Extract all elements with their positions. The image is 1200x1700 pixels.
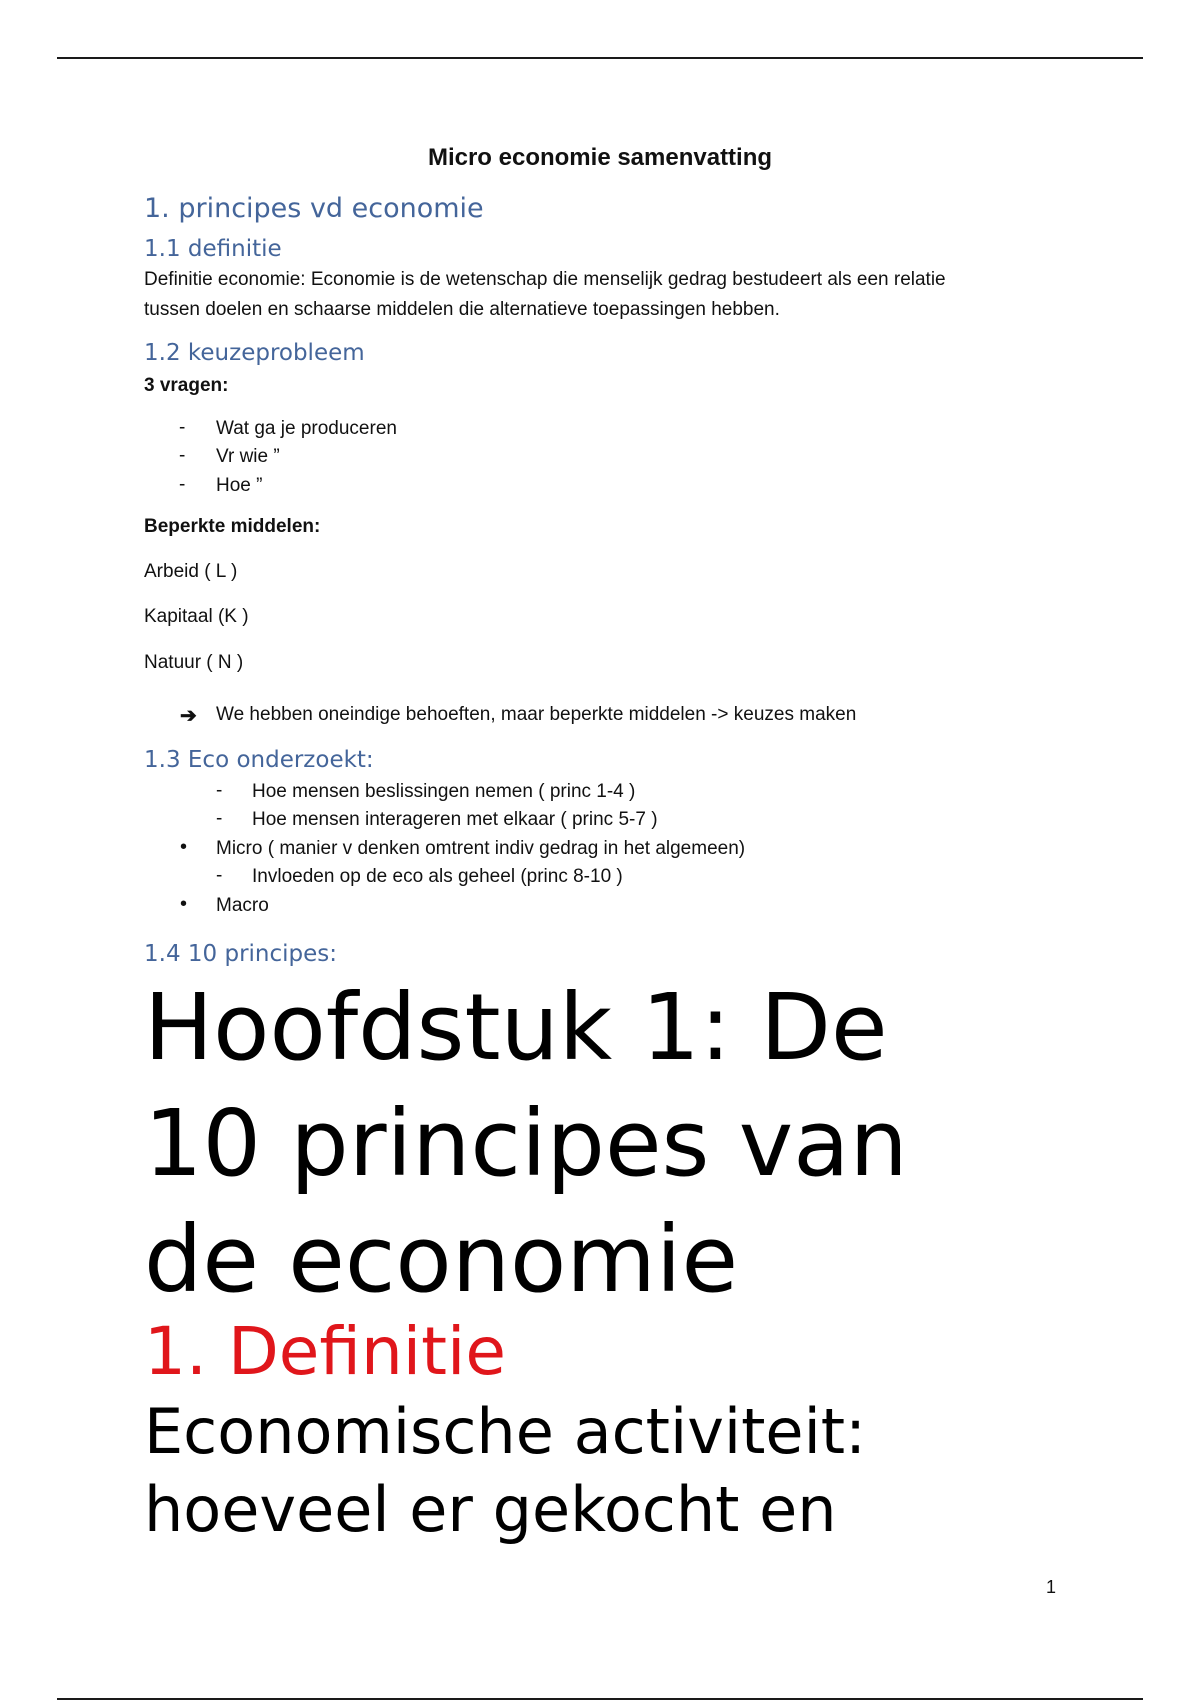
resources-label: Beperkte middelen: (144, 516, 321, 537)
conclusion-text: We hebben oneindige behoeften, maar beperkte middelen -> keuzes maken (216, 704, 857, 725)
definition-heading: 1. Definitie (144, 1313, 506, 1390)
resource-item: Arbeid ( L ) (144, 561, 238, 582)
resource-item: Kapitaal (K ) (144, 606, 249, 627)
document-title: Micro economie samenvatting (427, 144, 773, 171)
question-text: Hoe ” (216, 475, 263, 496)
dash-marker: - (216, 865, 223, 886)
research-text: Hoe mensen beslissingen nemen ( princ 1-4 ) (252, 781, 636, 802)
chapter-title-line-2: 10 principes van (144, 1090, 908, 1197)
research-text: Hoe mensen interageren met elkaar ( princ 5-7 ) (252, 809, 658, 830)
dash-marker: - (216, 780, 223, 801)
heading-10-principes: 1.4 10 principes: (144, 941, 338, 967)
header-rule (57, 57, 1143, 59)
heading-keuzeprobleem: 1.2 keuzeprobleem (144, 340, 365, 366)
heading-definitie: 1.1 definitie (144, 236, 282, 262)
bullet-marker: • (180, 836, 188, 858)
dash-marker: - (179, 417, 186, 438)
dash-marker: - (216, 808, 223, 829)
research-text: Invloeden op de eco als geheel (princ 8-10 ) (252, 866, 623, 887)
dash-marker: - (179, 445, 186, 466)
chapter-title-line-3: de economie (144, 1206, 739, 1313)
question-text: Vr wie ” (216, 446, 280, 467)
resource-item: Natuur ( N ) (144, 652, 244, 673)
chapter-title-line-1: Hoofdstuk 1: De (144, 974, 888, 1081)
page-number: 1 (1046, 1577, 1057, 1597)
heading-principes: 1. principes vd economie (144, 193, 484, 224)
activity-line-1: Economische activiteit: (144, 1395, 866, 1468)
question-text: Wat ga je produceren (216, 418, 397, 439)
bullet-marker: • (180, 893, 188, 915)
research-text: Macro (216, 895, 269, 916)
dash-marker: - (179, 474, 186, 495)
heading-eco-onderzoekt: 1.3 Eco onderzoekt: (144, 747, 374, 773)
definition-line-2: tussen doelen en schaarse middelen die alternatieve toepassingen hebben. (144, 299, 780, 320)
arrow-icon: ➔ (180, 705, 197, 727)
research-text: Micro ( manier v denken omtrent indiv gedrag in het algemeen) (216, 838, 746, 859)
definition-line-1: Definitie economie: Economie is de wetenschap die menselijk gedrag bestudeert als een relatie (144, 269, 946, 290)
activity-line-2: hoeveel er gekocht en (144, 1473, 837, 1546)
questions-label: 3 vragen: (144, 375, 229, 396)
